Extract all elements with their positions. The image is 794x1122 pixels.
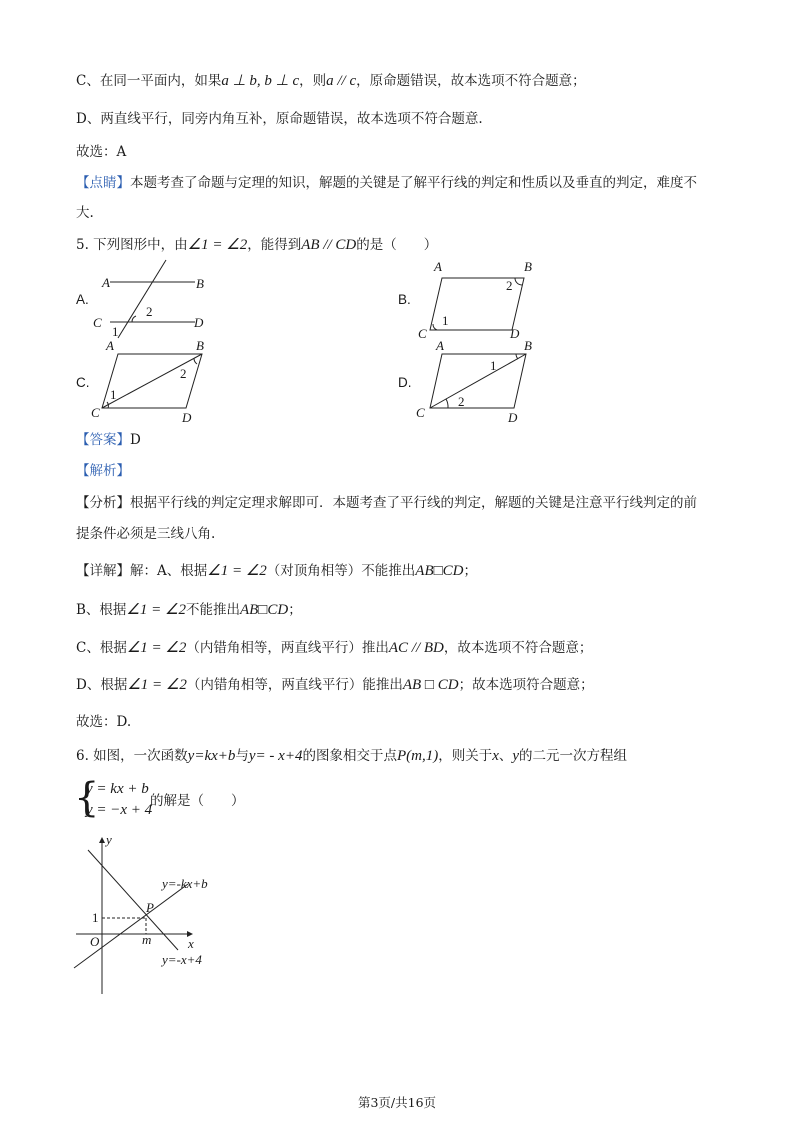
figure-a <box>90 258 220 340</box>
math: ∠1 = ∠2 <box>126 640 187 656</box>
angle-1-arc <box>433 324 437 330</box>
label-1: 1 <box>112 324 119 339</box>
text: D、根据 <box>76 677 128 693</box>
math: y=kx+b <box>187 748 236 764</box>
angle-2-arc <box>194 358 197 364</box>
fenxi-tag: 【分析】 <box>76 495 130 511</box>
text: 解：A、根据 <box>130 563 208 579</box>
math: ∠1 = ∠2 <box>126 602 186 618</box>
text: ，原命题错误，故本选项不符合题意； <box>356 73 586 89</box>
comment-tag: 【点睛】 <box>76 175 130 191</box>
text: 、 <box>498 748 513 764</box>
text: B、根据 <box>76 602 127 618</box>
math: y= - x+4 <box>248 748 303 764</box>
angle-2-arc <box>446 399 448 408</box>
label-m: m <box>142 932 152 947</box>
text: ； <box>288 602 302 618</box>
label-d: D <box>182 410 192 425</box>
text: 的二元一次方程组 <box>519 748 628 764</box>
text: ；故本选项符合题意； <box>458 677 594 693</box>
math: AB □ CD <box>402 677 459 693</box>
label-1: 1 <box>442 313 449 328</box>
xiangjie-tag: 【详解】 <box>76 563 130 579</box>
math: P(m,1) <box>396 748 439 764</box>
page-footer: 第3页/共16页 <box>357 1095 437 1110</box>
figure-c <box>90 340 220 425</box>
label-origin: O <box>90 934 100 949</box>
label-a: A <box>102 275 110 290</box>
label-c: C <box>91 405 100 420</box>
angle-2-arc <box>132 316 136 322</box>
analysis-tag: 【解析】 <box>76 463 130 479</box>
answer-value: D <box>130 432 141 448</box>
option-d-line: D、两直线平行，同旁内角互补，原命题错误，故本选项不符合题意. <box>76 111 483 127</box>
text: （内错角相等，两直线平行）推出 <box>186 640 389 656</box>
math: y <box>512 748 520 764</box>
text: ，能得到 <box>247 237 302 253</box>
fenxi-line-2: 提条件必须是三线八角. <box>76 526 216 542</box>
answer-tag: 【答案】 <box>76 432 130 448</box>
text: ； <box>463 563 478 579</box>
math: AB□CD <box>415 563 464 579</box>
label-b: B <box>196 340 204 353</box>
text: （内错角相等，两直线平行）能推出 <box>186 677 403 693</box>
option-d-label: D. <box>398 375 412 390</box>
label-b: B <box>524 340 532 353</box>
text: 6. 如图，一次函数 <box>76 748 188 764</box>
xiangjie-c <box>76 639 592 657</box>
angle-1-arc <box>516 354 518 359</box>
label-a: A <box>434 259 442 274</box>
option-b-label: B. <box>398 292 411 307</box>
text: 的图象相交于点 <box>302 748 397 764</box>
text: 与 <box>235 748 249 764</box>
label-a: A <box>106 340 114 353</box>
label-line-2: y=-x+4 <box>162 952 202 967</box>
text: 根据平行线的判定定理求解即可．本题考查了平行线的判定，解题的关键是注意平行线判定的前 <box>130 495 697 511</box>
system-eq-2 <box>86 801 152 819</box>
label-1: 1 <box>110 387 117 402</box>
text: 本题考查了命题与定理的知识，解题的关键是了解平行线的判定和性质以及垂直的判定，难度不 <box>130 175 697 191</box>
label-1: 1 <box>490 358 497 373</box>
text: C、根据 <box>76 640 127 656</box>
label-1: 1 <box>92 910 99 925</box>
label-b: B <box>196 276 204 291</box>
label-p: P <box>146 900 154 915</box>
label-c: C <box>416 405 425 420</box>
answer-line <box>76 431 141 449</box>
text: （对顶角相等）不能推出 <box>266 563 416 579</box>
math: y = kx + b <box>86 781 149 797</box>
xiangjie-a <box>76 562 477 580</box>
comment-line-1 <box>76 174 697 192</box>
label-d: D <box>508 410 518 425</box>
math: a ⊥ b, b ⊥ c <box>221 73 300 89</box>
label-c: C <box>93 315 102 330</box>
diagonal-cb <box>430 354 526 408</box>
option-a-label: A. <box>76 292 89 307</box>
label-b: B <box>524 259 532 274</box>
math: AC // BD <box>388 640 444 656</box>
xiangjie-d <box>76 676 594 694</box>
fenxi-line-1 <box>76 494 697 512</box>
final-answer: 故选：D. <box>76 714 132 730</box>
text: 不能推出 <box>185 602 240 618</box>
text: ，则 <box>299 73 327 89</box>
system-brace: { <box>74 775 100 821</box>
label-2: 2 <box>458 394 465 409</box>
label-c: C <box>418 326 427 341</box>
question-6 <box>76 747 627 765</box>
system-end: 的解是（ ） <box>150 793 245 809</box>
math: ∠1 = ∠2 <box>207 563 267 579</box>
math: x <box>492 748 499 764</box>
transversal <box>118 260 166 338</box>
label-d: D <box>510 326 520 341</box>
label-2: 2 <box>180 366 187 381</box>
comment-line-2: 大. <box>76 205 94 221</box>
label-y: y <box>106 832 112 847</box>
math: ∠1 = ∠2 <box>127 677 187 693</box>
math: a // c <box>326 73 357 89</box>
xiangjie-b <box>76 601 302 619</box>
text: C、在同一平面内，如果 <box>76 73 222 89</box>
label-x: x <box>188 936 194 951</box>
figure-q6-graph <box>68 832 238 1000</box>
figure-d <box>412 340 547 425</box>
math: AB□CD <box>239 602 289 618</box>
diagonal-cb <box>102 354 202 408</box>
figure-b <box>412 258 547 342</box>
label-a: A <box>436 340 444 353</box>
text: ，则关于 <box>438 748 493 764</box>
system-eq-1 <box>86 780 149 798</box>
answer-prev: 故选：A <box>76 144 127 160</box>
math: AB // CD <box>301 237 357 253</box>
question-5 <box>76 236 437 254</box>
label-2: 2 <box>506 278 513 293</box>
angle-2-arc <box>515 278 522 285</box>
math: ∠1 = ∠2 <box>187 237 248 253</box>
analysis-line <box>76 462 130 480</box>
option-c-line <box>76 72 586 90</box>
text: ，故本选项不符合题意； <box>443 640 593 656</box>
label-line-1: y=-kx+b <box>162 876 208 891</box>
option-c-label: C. <box>76 375 90 390</box>
text: 5. 下列图形中，由 <box>76 237 188 253</box>
label-2: 2 <box>146 304 153 319</box>
math: y = −x + 4 <box>86 802 153 818</box>
label-d: D <box>194 315 204 330</box>
text: 的是（ ） <box>356 237 438 253</box>
